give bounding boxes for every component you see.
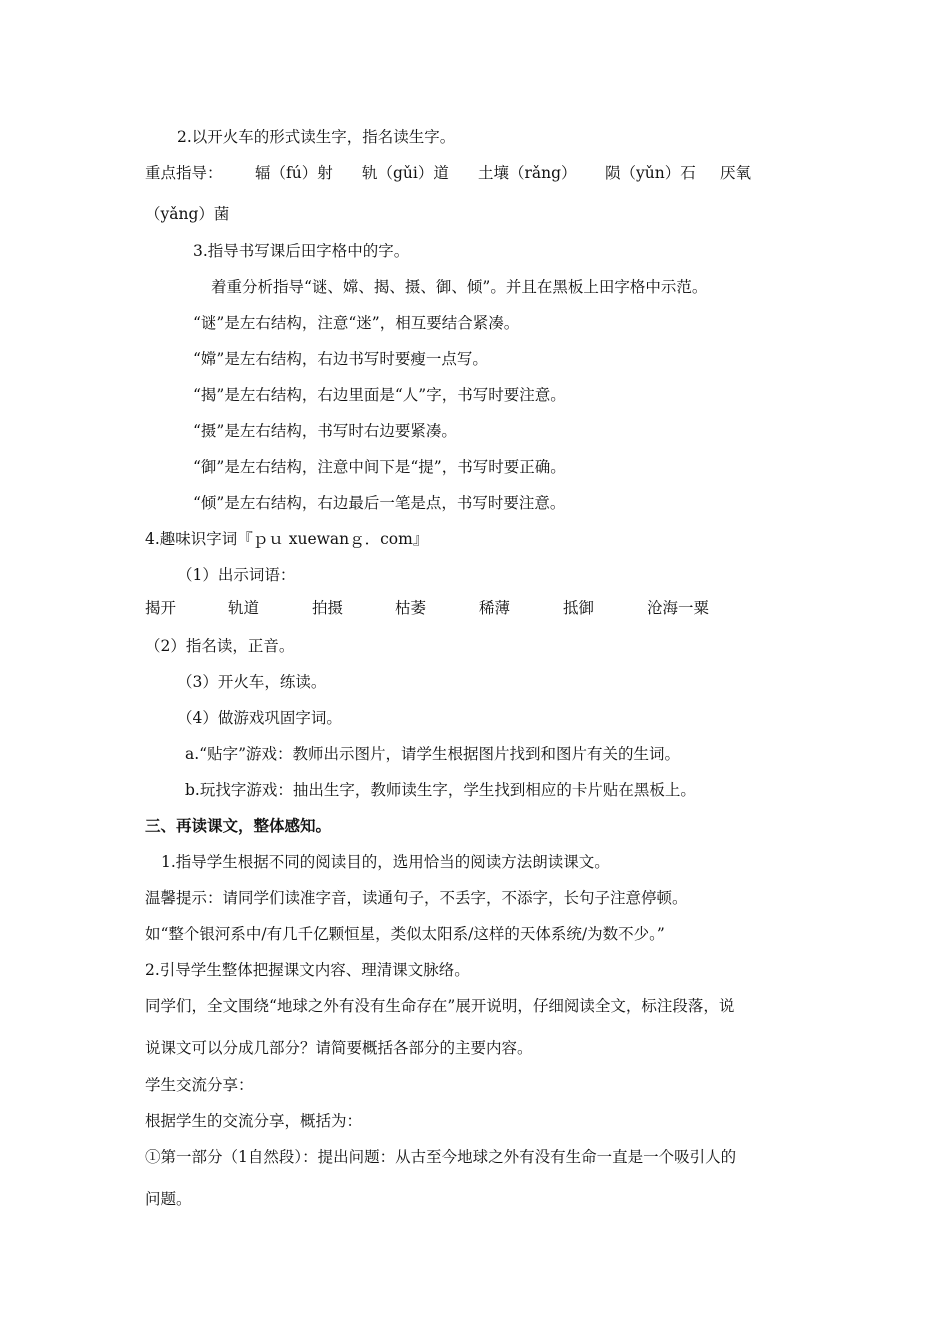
char-note: “嫦”是左右结构，右边书写时要瘦一点写。 [193,350,488,368]
reading-example: 如“整个银河系中/有几千亿颗恒星，类似太阳系/这样的天体系统/为数不少。” [145,925,665,943]
instruction-continuation: 说课文可以分成几部分？请简要概括各部分的主要内容。 [145,1039,533,1057]
reading-step-2: 2.引导学生整体把握课文内容、理清课文脉络。 [145,961,470,979]
sub-step-2: （2）指名读，正音。 [145,637,295,655]
guidance-item: 土壤（rǎng） [478,164,577,182]
game-a: a.“贴字”游戏：教师出示图片，请学生根据图片找到和图片有关的生词。 [185,745,681,763]
game-b: b.玩找字游戏：抽出生字，教师读生字，学生找到相应的卡片贴在黑板上。 [185,781,696,799]
key-guidance-label: 重点指导： [145,164,223,182]
reading-step-1: 1.指导学生根据不同的阅读目的，选用恰当的阅读方法朗读课文。 [161,853,610,871]
char-note: “谜”是左右结构，注意“迷”，相互要结合紧凑。 [193,314,520,332]
sub-step-1: （1）出示词语： [177,566,296,584]
word-item: 枯萎 [395,599,427,617]
summary-intro: 根据学生的交流分享，概括为： [145,1112,363,1130]
word-item: 稀薄 [479,599,511,617]
word-item: 沧海一粟 [647,599,710,617]
part-one-continuation: 问题。 [145,1190,192,1208]
guidance-item: 厌氧 [720,164,752,182]
step-3-line: 3.指导书写课后田字格中的字。 [193,242,410,260]
char-note: “揭”是左右结构，右边里面是“人”字，书写时要注意。 [193,386,566,404]
guidance-item: 辐（fú）射 [255,164,333,182]
char-note: “倾”是左右结构，右边最后一笔是点，书写时要注意。 [193,494,566,512]
char-note: “摄”是左右结构，书写时右边要紧凑。 [193,422,457,440]
word-item: 抵御 [563,599,595,617]
guidance-continuation: （yǎng）菌 [145,205,230,223]
step-2-line: 2.以开火车的形式读生字，指名读生字。 [177,128,456,146]
word-item: 揭开 [145,599,177,617]
sub-step-4: （4）做游戏巩固字词。 [177,709,342,727]
guidance-item: 轨（gǔi）道 [362,164,449,182]
section-heading: 三、再读课文，整体感知。 [145,816,332,835]
word-item: 轨道 [228,599,260,617]
instruction-line: 同学们，全文围绕“地球之外有没有生命存在”展开说明，仔细阅读全文，标注段落，说 [145,997,735,1015]
student-share: 学生交流分享： [145,1076,254,1094]
word-item: 拍摄 [312,599,344,617]
char-note: “御”是左右结构，注意中间下是“提”，书写时要正确。 [193,458,566,476]
part-one-summary: ①第一部分（1自然段）：提出问题：从古至今地球之外有没有生命一直是一个吸引人的 [145,1148,737,1166]
sub-step-3: （3）开火车，练读。 [177,673,327,691]
reading-tip: 温馨提示：请同学们读准字音，读通句子，不丢字，不添字，长句子注意停顿。 [145,889,688,907]
analysis-intro: 着重分析指导“谜、嫦、揭、摄、御、倾”。并且在黑板上田字格中示范。 [211,278,708,296]
step-4-line: 4.趣味识字词『ｐｕ xuewanｇ．com』 [145,530,429,548]
guidance-item: 陨（yǔn）石 [605,164,696,182]
